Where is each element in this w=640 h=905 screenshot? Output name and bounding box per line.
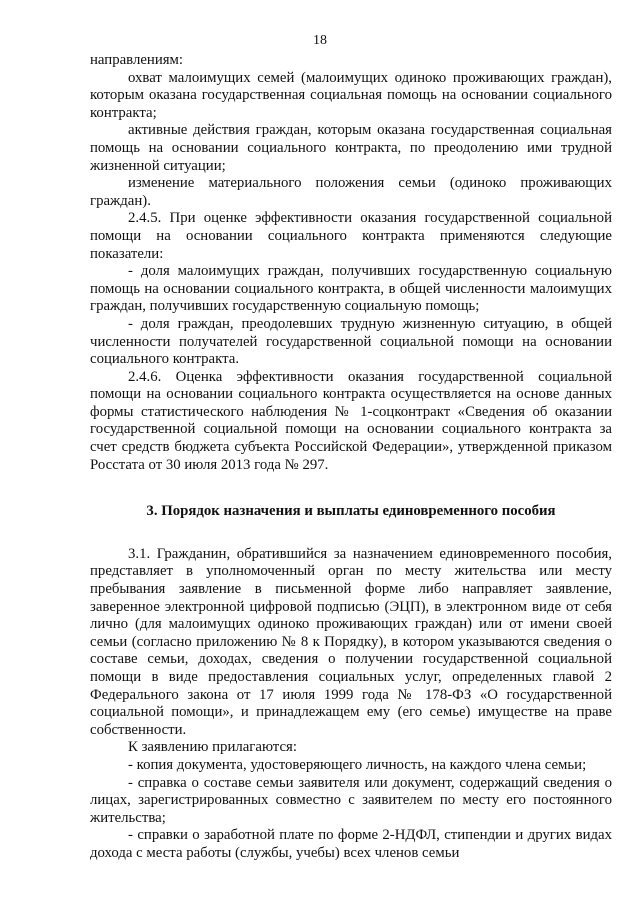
- section-heading: 3. Порядок назначения и выплаты единовременного пособия: [146, 503, 556, 520]
- paragraph: изменение материального положения семьи (одиноко проживающих граждан).: [90, 175, 612, 209]
- paragraph: - доля малоимущих граждан, получивших государственную социальную помощь на основании социального контракта, в общей численности малоимущих граждан, получивших государственную социальную помощь;: [90, 263, 612, 315]
- list-item: - справки о заработной плате по форме 2-НДФЛ, стипендии и других видах дохода с места работы (службы, учебы) всех членов семьи: [90, 827, 612, 861]
- document-body: [90, 52, 612, 863]
- list-item: - копия документа, удостоверяющего личность, на каждого члена семьи;: [128, 756, 587, 773]
- paragraph: 3.1. Гражданин, обратившийся за назначением единовременного пособия, представляет в уполномоченный орган по месту жительства или месту пребывания заявление в письменной форме либо направляет заявление, заверенное электронной цифровой подписью (ЭЦП), в электронном виде от себя лично (для малоимущих одиноко проживающих граждан) или от имени своей семьи (согласно приложению № 8 к Порядку), в котором указываются сведения о составе семьи, доходах, сведения о получении государственной социальной помощи в виде предоставления социальных услуг, определенных главой 2 Федерального закона от 17 июля 1999 года № 178-ФЗ «О государственной социальной помощи», и принадлежащем ему (его семье) имуществе на праве собственности.: [90, 545, 612, 738]
- page-number: 18: [313, 33, 327, 48]
- paragraph: активные действия граждан, которым оказана государственная социальная помощь на основании социального контракта, по преодолению ими трудной жизненной ситуации;: [90, 122, 612, 174]
- paragraph: К заявлению прилагаются:: [128, 739, 297, 756]
- paragraph: - доля граждан, преодолевших трудную жизненную ситуацию, в общей численности получателей государственной социальной помощи на основании социального контракта.: [90, 315, 612, 368]
- paragraph: 2.4.5. При оценке эффективности оказания государственной социальной помощи на основании социального контракта применяются следующие показатели:: [90, 210, 612, 262]
- paragraph: охват малоимущих семей (малоимущих одиноко проживающих граждан), которым оказана государственная социальная помощь на основании социального контракта;: [90, 69, 612, 121]
- paragraph: 2.4.6. Оценка эффективности оказания государственной социальной помощи на основании социального контракта осуществляется на основе данных формы статистического наблюдения № 1-соцконтракт «Сведения об оказании государственной социальной помощи на основании социального контракта за счет средств бюджета субъекта Российской Федерации», утвержденной приказом Росстата от 30 июля 2013 года № 297.: [90, 368, 612, 473]
- paragraph: направлениям:: [90, 52, 184, 68]
- list-item: - справка о составе семьи заявителя или документ, содержащий сведения о лицах, зарегистрированных совместно с заявителем по месту его постоянного жительства;: [90, 774, 612, 826]
